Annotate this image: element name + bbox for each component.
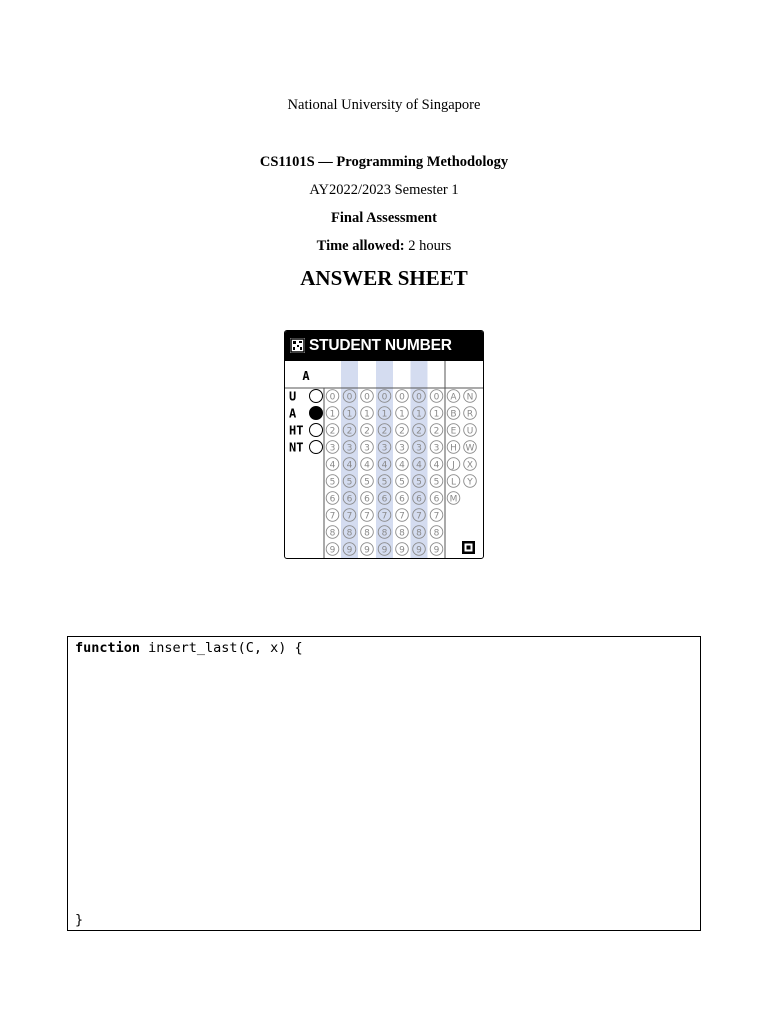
digit-bubble-label: 1	[364, 409, 370, 420]
digit-bubble-label: 9	[364, 545, 370, 556]
status-label: U	[289, 389, 297, 404]
digit-bubble-label: 8	[399, 528, 405, 539]
digit-bubble-label: 3	[433, 443, 440, 454]
digit-bubble-label: 9	[381, 545, 388, 556]
digit-bubble-label: 3	[346, 443, 353, 454]
digit-bubble-label: 7	[329, 511, 336, 522]
university-name: National University of Singapore	[287, 97, 481, 113]
digit-bubble-label: 8	[346, 528, 353, 539]
status-bubble	[310, 390, 323, 403]
time-label: Time allowed:	[316, 238, 405, 254]
digit-bubble-label: 7	[433, 511, 440, 522]
student-number-grid	[285, 361, 484, 559]
digit-bubble-label: 6	[381, 494, 388, 505]
function-signature: insert_last(C, x) {	[140, 640, 303, 656]
digit-bubble-label: 2	[364, 426, 370, 437]
status-bubble	[310, 424, 323, 437]
digit-bubble-label: 8	[364, 528, 370, 539]
digit-bubble-label: 5	[346, 477, 353, 488]
letter-bubble-label: E	[450, 426, 457, 437]
course-code: CS1101S	[259, 154, 315, 170]
digit-bubble-label: 1	[346, 409, 353, 420]
digit-bubble-label: 5	[416, 477, 422, 488]
letter-bubble-label: M	[449, 494, 458, 505]
digit-bubble-label: 6	[346, 494, 353, 505]
digit-bubble-label: 4	[399, 460, 405, 471]
digit-bubble-label: 9	[433, 545, 440, 556]
digit-bubble-label: 8	[381, 528, 388, 539]
letter-bubble-label: L	[450, 477, 457, 488]
digit-bubble-label: 4	[346, 460, 353, 471]
digit-bubble-label: 3	[329, 443, 336, 454]
time-value: 2 hours	[408, 238, 452, 254]
assessment-title: Final Assessment	[331, 210, 437, 226]
status-bubble-filled	[310, 407, 323, 420]
digit-bubble-label: 1	[433, 409, 440, 420]
digit-bubble-label: 7	[416, 511, 422, 522]
status-bubble	[310, 441, 323, 454]
digit-bubble-label: 1	[399, 409, 405, 420]
digit-bubble-label: 5	[381, 477, 388, 488]
digit-bubble-label: 4	[433, 460, 440, 471]
digit-bubble-label: 0	[346, 392, 353, 403]
digit-bubble-label: 2	[381, 426, 388, 437]
digit-bubble-label: 8	[416, 528, 422, 539]
digit-bubble-label: 5	[364, 477, 370, 488]
digit-bubble-label: 7	[346, 511, 353, 522]
digit-bubble-label: 1	[416, 409, 422, 420]
letter-bubble-label: Y	[467, 477, 473, 488]
digit-bubble-label: 2	[329, 426, 336, 437]
student-number-card	[284, 330, 484, 559]
digit-bubble-label: 0	[364, 392, 370, 403]
digit-bubble-label: 3	[364, 443, 370, 454]
digit-bubble-label: 9	[329, 545, 336, 556]
student-prefix: A	[302, 369, 310, 383]
digit-bubble-label: 6	[399, 494, 405, 505]
answer-box[interactable]	[67, 636, 701, 931]
function-header	[75, 640, 303, 656]
digit-bubble-label: 5	[433, 477, 440, 488]
digit-bubble-label: 7	[364, 511, 370, 522]
semester: AY2022/2023 Semester 1	[309, 182, 459, 198]
digit-bubble-label: 0	[381, 392, 388, 403]
digit-bubble-label: 9	[416, 545, 422, 556]
digit-bubble-label: 6	[329, 494, 336, 505]
letter-bubble-label: H	[450, 443, 457, 454]
function-closing: }	[75, 912, 84, 928]
status-label: NT	[289, 440, 304, 455]
digit-bubble-label: 6	[433, 494, 440, 505]
digit-bubble-label: 8	[433, 528, 440, 539]
letter-bubble-label: A	[450, 392, 457, 403]
letter-bubble-label: W	[465, 443, 475, 454]
letter-bubble-label: B	[450, 409, 457, 420]
digit-bubble-label: 2	[346, 426, 353, 437]
course-title	[0, 154, 768, 171]
digit-bubble-label: 8	[329, 528, 336, 539]
digit-bubble-label: 2	[416, 426, 422, 437]
digit-bubble-label: 5	[399, 477, 405, 488]
function-keyword: function	[75, 640, 141, 656]
digit-bubble-label: 9	[346, 545, 353, 556]
digit-bubble-label: 2	[399, 426, 405, 437]
sheet-title: ANSWER SHEET	[300, 266, 468, 290]
digit-bubble-label: 7	[399, 511, 405, 522]
course-separator: —	[314, 154, 337, 170]
digit-bubble-label: 0	[399, 392, 405, 403]
digit-bubble-label: 0	[433, 392, 440, 403]
letter-bubble-label: J	[452, 460, 455, 471]
digit-bubble-label: 7	[381, 511, 388, 522]
corner-marker-dot	[467, 546, 471, 550]
digit-bubble-label: 5	[329, 477, 336, 488]
digit-bubble-label: 0	[416, 392, 422, 403]
digit-bubble-label: 6	[416, 494, 422, 505]
status-label: HT	[289, 423, 304, 438]
time-allowed	[0, 238, 768, 255]
letter-bubble-label: X	[466, 460, 474, 471]
digit-bubble-label: 0	[329, 392, 336, 403]
letter-bubble-label: N	[466, 392, 474, 403]
digit-bubble-label: 3	[399, 443, 405, 454]
digit-bubble-label: 6	[364, 494, 370, 505]
digit-bubble-label: 1	[381, 409, 388, 420]
student-number-header	[285, 331, 483, 361]
digit-bubble-label: 3	[416, 443, 422, 454]
digit-bubble-label: 3	[381, 443, 388, 454]
digit-bubble-label: 9	[399, 545, 405, 556]
digit-bubble-label: 4	[381, 460, 388, 471]
qr-logo-icon	[290, 338, 305, 353]
letter-bubble-label: R	[466, 409, 474, 420]
digit-bubble-label: 4	[364, 460, 370, 471]
digit-bubble-label: 1	[329, 409, 336, 420]
digit-bubble-label: 4	[416, 460, 422, 471]
course-name: Programming Methodology	[336, 154, 509, 170]
digit-bubble-label: 2	[433, 426, 440, 437]
student-number-title: STUDENT NUMBER	[309, 337, 452, 354]
digit-bubble-label: 4	[329, 460, 336, 471]
letter-bubble-label: U	[466, 426, 474, 437]
status-label: A	[289, 406, 297, 421]
